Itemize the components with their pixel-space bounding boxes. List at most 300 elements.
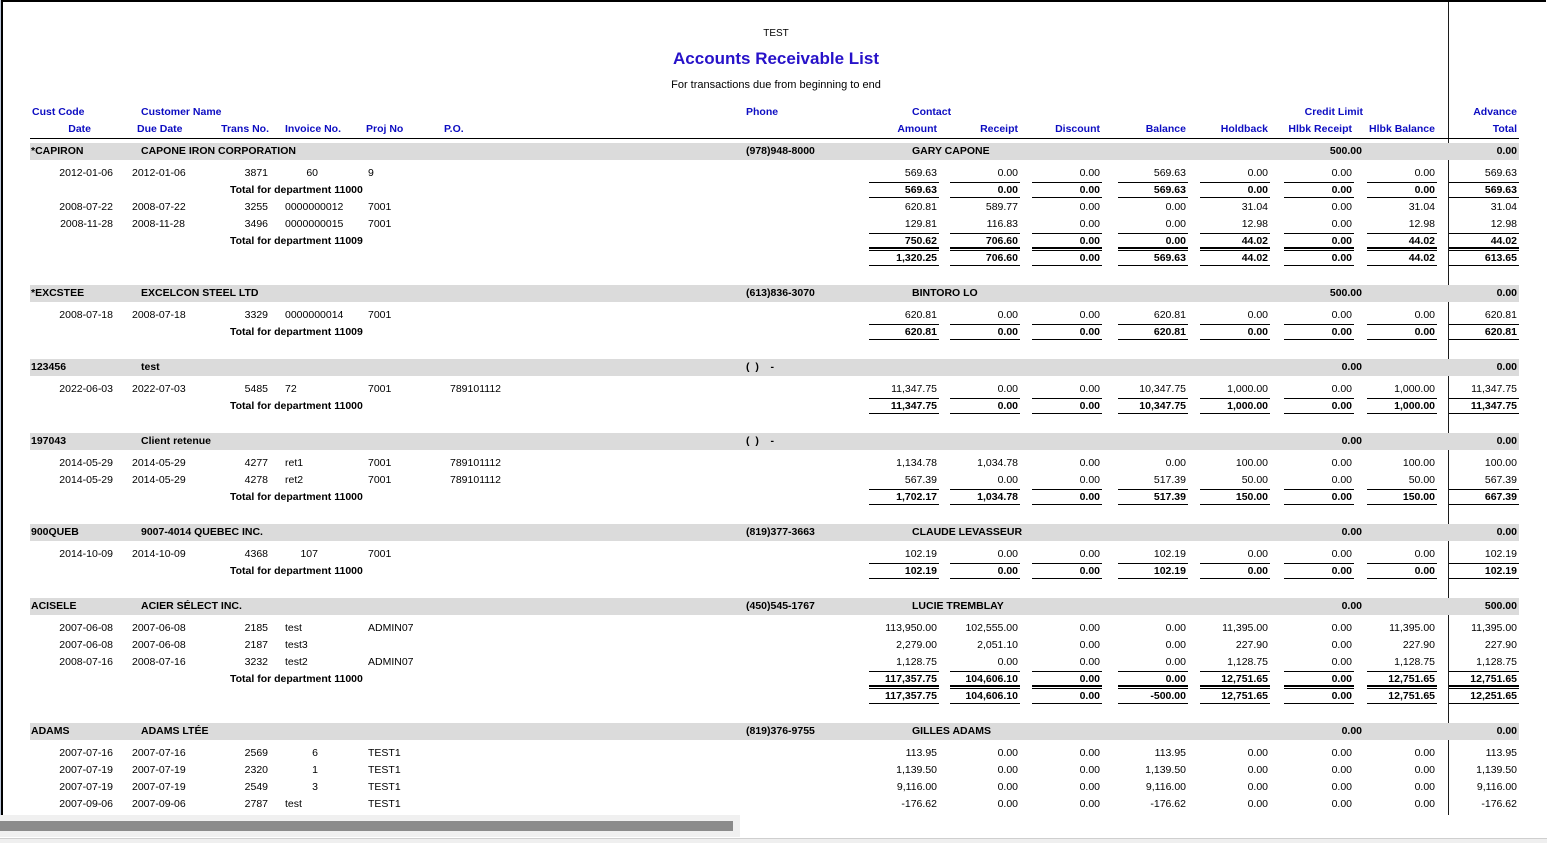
- cell-discount: 0.00: [1079, 457, 1100, 469]
- cell-trans-no: 2320: [244, 764, 268, 776]
- cell-amount: 113.95: [905, 747, 937, 759]
- grand-total-rule-bottom: [1449, 265, 1519, 266]
- grand-total-rule-top: [1200, 247, 1270, 248]
- cell-holdback: 0.00: [1247, 781, 1268, 793]
- cell-proj-no: 7001: [368, 474, 392, 486]
- cell-holdback: 0.00: [1247, 167, 1268, 179]
- total-cell-receipt: 0.00: [997, 400, 1018, 412]
- transaction-row: [0, 798, 1547, 811]
- grand-total-rule-top: [1200, 250, 1270, 251]
- cell-hlbk-balance: 0.00: [1414, 798, 1435, 810]
- cell-hlbk-balance: 0.00: [1414, 309, 1435, 321]
- customer-phone: (819)376-9755: [746, 725, 815, 737]
- cell-total: 100.00: [1484, 457, 1517, 469]
- customer-total-cell-total: 613.65: [1484, 252, 1517, 264]
- cell-discount: 0.00: [1079, 798, 1100, 810]
- customer-header-row: [30, 524, 1519, 541]
- cell-balance: 10,347.75: [1139, 383, 1186, 395]
- cell-due-date: 2014-10-09: [132, 548, 186, 560]
- total-rule-top: [1200, 563, 1270, 564]
- cell-holdback: 50.00: [1241, 474, 1268, 486]
- cell-date: 2014-05-29: [59, 474, 113, 486]
- cell-due-date: 2008-07-22: [132, 201, 186, 213]
- cell-date: 2022-06-03: [59, 383, 113, 395]
- total-rule-top: [1449, 563, 1519, 564]
- customer-advance: 0.00: [1496, 725, 1517, 737]
- cell-balance: 0.00: [1165, 218, 1186, 230]
- customer-total-row: [0, 252, 1547, 265]
- total-rule-bottom: [950, 339, 1020, 340]
- total-rule-bottom: [1367, 413, 1437, 414]
- total-rule-bottom: [1284, 504, 1354, 505]
- horizontal-scrollbar-thumb[interactable]: [0, 821, 733, 831]
- cell-amount: 567.39: [904, 474, 937, 486]
- customer-header-row: [30, 143, 1519, 160]
- total-rule-top: [950, 324, 1020, 325]
- page-title: Accounts Receivable List: [673, 49, 879, 68]
- total-rule-top: [1284, 233, 1354, 234]
- cell-amount: 569.63: [904, 167, 937, 179]
- total-rule-bottom: [1032, 578, 1102, 579]
- total-rule-top: [1200, 398, 1270, 399]
- total-rule-top: [1449, 398, 1519, 399]
- total-cell-holdback: 0.00: [1247, 565, 1268, 577]
- total-rule-top: [869, 398, 939, 399]
- cell-discount: 0.00: [1079, 309, 1100, 321]
- cell-trans-no: 4368: [244, 548, 268, 560]
- cell-balance: 9,116.00: [1145, 781, 1186, 793]
- cell-due-date: 2014-05-29: [132, 457, 186, 469]
- total-rule-bottom: [869, 248, 939, 249]
- cell-amount: 9,116.00: [896, 781, 937, 793]
- cell-hlbk-receipt: 0.00: [1331, 548, 1352, 560]
- col-header-discount: Discount: [1055, 123, 1100, 135]
- total-rule-bottom: [1200, 413, 1270, 414]
- cell-balance: 102.19: [1153, 548, 1186, 560]
- customer-header-row: [30, 359, 1519, 376]
- grand-total-rule-bottom: [1449, 703, 1519, 704]
- cell-hlbk-balance: 11,395.00: [1389, 622, 1435, 634]
- total-rule-top: [1449, 489, 1519, 490]
- total-cell-holdback: 0.00: [1247, 326, 1268, 338]
- total-rule-bottom: [869, 197, 939, 198]
- cell-due-date: 2008-07-18: [132, 309, 186, 321]
- cell-hlbk-receipt: 0.00: [1331, 764, 1352, 776]
- cell-hlbk-balance: 100.00: [1402, 457, 1435, 469]
- cell-date: 2007-06-08: [59, 622, 113, 634]
- grand-total-rule-top: [1032, 250, 1102, 251]
- total-rule-top: [1367, 398, 1437, 399]
- cell-due-date: 2007-07-19: [132, 781, 186, 793]
- total-rule-top: [1032, 398, 1102, 399]
- col-header-date: Date: [68, 123, 91, 135]
- cell-holdback: 0.00: [1247, 764, 1268, 776]
- total-cell-discount: 0.00: [1079, 235, 1100, 247]
- cell-hlbk-receipt: 0.00: [1331, 201, 1352, 213]
- cell-holdback: 11,395.00: [1222, 622, 1268, 634]
- cell-discount: 0.00: [1079, 781, 1100, 793]
- total-rule-top: [1284, 398, 1354, 399]
- cell-due-date: 2012-01-06: [132, 167, 186, 179]
- customer-advance: 0.00: [1496, 435, 1517, 447]
- grand-total-rule-top: [1449, 688, 1519, 689]
- department-total-label: Total for department 11000: [230, 673, 363, 685]
- total-rule-top: [1367, 182, 1437, 183]
- cell-amount: 2,279.00: [896, 639, 937, 651]
- grand-total-rule-bottom: [950, 703, 1020, 704]
- customer-advance: 0.00: [1496, 361, 1517, 373]
- cell-hlbk-balance: 1,000.00: [1394, 383, 1435, 395]
- total-cell-balance: 569.63: [1153, 184, 1186, 196]
- total-rule-top: [1367, 324, 1437, 325]
- customer-header-row: [30, 598, 1519, 615]
- grand-total-rule-top: [1367, 247, 1437, 248]
- cell-invoice-no: test2: [285, 656, 308, 668]
- col-header-hlbk-balance: Hlbk Balance: [1369, 123, 1435, 135]
- col-header-holdback: Holdback: [1220, 123, 1268, 135]
- department-total-label: Total for department 11009: [230, 235, 363, 247]
- customer-code: *CAPIRON: [31, 145, 84, 157]
- customer-contact: LUCIE TREMBLAY: [912, 600, 1004, 612]
- total-rule-top: [1118, 671, 1188, 672]
- cell-discount: 0.00: [1079, 218, 1100, 230]
- cell-amount: -176.62: [901, 798, 937, 810]
- cell-discount: 0.00: [1079, 201, 1100, 213]
- transaction-row: [0, 201, 1547, 214]
- total-rule-top: [1032, 233, 1102, 234]
- cell-amount: 620.81: [904, 309, 937, 321]
- department-total-label: Total for department 11009: [230, 326, 363, 338]
- grand-total-rule-bottom: [1367, 265, 1437, 266]
- cell-due-date: 2007-09-06: [132, 798, 186, 810]
- cell-trans-no: 4277: [244, 457, 268, 469]
- total-rule-bottom: [1367, 578, 1437, 579]
- cell-balance: 0.00: [1165, 457, 1186, 469]
- cell-hlbk-balance: 1,128.75: [1394, 656, 1435, 668]
- cell-date: 2008-07-16: [59, 656, 113, 668]
- total-cell-amount: 750.62: [904, 235, 937, 247]
- cell-due-date: 2008-11-28: [132, 218, 185, 230]
- cell-hlbk-receipt: 0.00: [1331, 167, 1352, 179]
- transaction-row: [0, 474, 1547, 487]
- cell-hlbk-balance: 0.00: [1414, 548, 1435, 560]
- grand-total-rule-top: [869, 688, 939, 689]
- total-cell-discount: 0.00: [1079, 491, 1100, 503]
- customer-code: *EXCSTEE: [31, 287, 85, 299]
- total-rule-top: [1032, 489, 1102, 490]
- cell-holdback: 0.00: [1247, 798, 1268, 810]
- cell-amount: 1,134.78: [896, 457, 937, 469]
- total-cell-receipt: 0.00: [997, 184, 1018, 196]
- cell-invoice-no: 0000000015: [285, 218, 344, 230]
- customer-credit-limit: 0.00: [1341, 435, 1362, 447]
- total-rule-top: [1118, 489, 1188, 490]
- cell-invoice-no: test3: [285, 639, 308, 651]
- cell-due-date: 2007-07-19: [132, 764, 186, 776]
- customer-total-cell-receipt: 706.60: [985, 252, 1018, 264]
- cell-proj-no: 7001: [368, 218, 392, 230]
- customer-name: CAPONE IRON CORPORATION: [141, 145, 296, 157]
- cell-total: 9,116.00: [1476, 781, 1517, 793]
- total-rule-top: [950, 182, 1020, 183]
- total-cell-hlbk-receipt: 0.00: [1331, 400, 1352, 412]
- cell-holdback: 31.04: [1241, 201, 1268, 213]
- customer-contact: GARY CAPONE: [912, 145, 990, 157]
- total-rule-bottom: [869, 686, 939, 687]
- grand-total-rule-top: [1032, 247, 1102, 248]
- cell-discount: 0.00: [1079, 747, 1100, 759]
- col-header-balance: Balance: [1145, 123, 1186, 135]
- total-rule-bottom: [1367, 504, 1437, 505]
- cell-balance: -176.62: [1150, 798, 1186, 810]
- total-rule-top: [869, 324, 939, 325]
- cell-date: 2014-05-29: [59, 457, 113, 469]
- cell-due-date: 2007-06-08: [132, 639, 186, 651]
- cell-due-date: 2007-07-16: [132, 747, 186, 759]
- total-rule-bottom: [950, 686, 1020, 687]
- transaction-row: [0, 781, 1547, 794]
- grand-total-rule-top: [950, 688, 1020, 689]
- customer-header-row: [30, 433, 1519, 450]
- total-rule-bottom: [1449, 686, 1519, 687]
- total-cell-amount: 620.81: [904, 326, 937, 338]
- department-total-row: [0, 326, 1547, 339]
- cell-holdback: 0.00: [1247, 747, 1268, 759]
- cell-discount: 0.00: [1079, 622, 1100, 634]
- total-rule-bottom: [1367, 339, 1437, 340]
- cell-amount: 1,139.50: [896, 764, 937, 776]
- grand-total-rule-top: [1032, 685, 1102, 686]
- total-rule-bottom: [1449, 413, 1519, 414]
- grand-total-rule-top: [1449, 250, 1519, 251]
- total-cell-receipt: 1,034.78: [977, 491, 1018, 503]
- customer-name: 9007-4014 QUEBEC INC.: [141, 526, 263, 538]
- cell-amount: 102.19: [904, 548, 937, 560]
- total-rule-top: [950, 233, 1020, 234]
- grand-total-rule-top: [1118, 250, 1188, 251]
- total-rule-top: [950, 398, 1020, 399]
- transaction-row: [0, 656, 1547, 669]
- total-cell-hlbk-receipt: 0.00: [1331, 673, 1352, 685]
- customer-header-row: [30, 285, 1519, 302]
- grand-total-rule-bottom: [950, 265, 1020, 266]
- grand-total-rule-top: [1449, 247, 1519, 248]
- total-rule-bottom: [950, 578, 1020, 579]
- total-rule-bottom: [1284, 413, 1354, 414]
- cell-date: 2007-06-08: [59, 639, 113, 651]
- cell-invoice-no: 6: [312, 747, 318, 759]
- header-underline: [30, 138, 1519, 139]
- cell-date: 2008-07-22: [59, 201, 113, 213]
- customer-code: ACISELE: [31, 600, 77, 612]
- col-header-advance: Advance: [1473, 106, 1517, 118]
- transaction-row: [0, 639, 1547, 652]
- customer-total-cell-holdback: 44.02: [1241, 252, 1268, 264]
- cell-proj-no: 7001: [368, 309, 392, 321]
- total-cell-discount: 0.00: [1079, 565, 1100, 577]
- cell-hlbk-receipt: 0.00: [1331, 457, 1352, 469]
- page-border-top: [1, 0, 1546, 2]
- total-cell-hlbk-balance: 12,751.65: [1388, 673, 1435, 685]
- cell-discount: 0.00: [1079, 764, 1100, 776]
- total-cell-receipt: 0.00: [997, 565, 1018, 577]
- customer-total-cell-balance: 569.63: [1153, 252, 1186, 264]
- total-rule-bottom: [1032, 197, 1102, 198]
- total-cell-total: 569.63: [1484, 184, 1517, 196]
- cell-total: 1,139.50: [1476, 764, 1517, 776]
- cell-total: 11,395.00: [1471, 622, 1517, 634]
- cell-receipt: 0.00: [997, 309, 1018, 321]
- grand-total-rule-bottom: [1200, 265, 1270, 266]
- cell-date: 2008-11-28: [60, 218, 113, 230]
- cell-total: 102.19: [1484, 548, 1517, 560]
- total-cell-receipt: 706.60: [985, 235, 1018, 247]
- cell-date: 2007-07-19: [59, 781, 113, 793]
- cell-amount: 1,128.75: [896, 656, 937, 668]
- transaction-row: [0, 622, 1547, 635]
- cell-receipt: 0.00: [997, 747, 1018, 759]
- customer-advance: 0.00: [1496, 287, 1517, 299]
- total-cell-total: 44.02: [1490, 235, 1517, 247]
- total-cell-hlbk-balance: 1,000.00: [1394, 400, 1435, 412]
- cell-date: 2007-07-19: [59, 764, 113, 776]
- grand-total-rule-top: [1449, 685, 1519, 686]
- cell-trans-no: 2787: [244, 798, 268, 810]
- grand-total-rule-top: [869, 685, 939, 686]
- total-cell-balance: 0.00: [1165, 673, 1186, 685]
- col-header-total: Total: [1492, 123, 1517, 135]
- cell-amount: 11,347.75: [891, 383, 937, 395]
- total-rule-bottom: [1032, 248, 1102, 249]
- total-rule-bottom: [1449, 578, 1519, 579]
- total-rule-top: [1284, 324, 1354, 325]
- total-cell-balance: 0.00: [1165, 235, 1186, 247]
- customer-total-row: [0, 690, 1547, 703]
- total-cell-amount: 11,347.75: [890, 400, 937, 412]
- total-rule-bottom: [1284, 248, 1354, 249]
- total-cell-hlbk-receipt: 0.00: [1331, 565, 1352, 577]
- total-rule-bottom: [950, 413, 1020, 414]
- cell-receipt: 0.00: [997, 383, 1018, 395]
- cell-receipt: 116.83: [986, 218, 1018, 230]
- col-header-cust-code: Cust Code: [32, 106, 85, 118]
- transaction-row: [0, 457, 1547, 470]
- cell-proj-no: 7001: [368, 548, 392, 560]
- total-rule-bottom: [1449, 248, 1519, 249]
- cell-date: 2008-07-18: [59, 309, 113, 321]
- customer-name: EXCELCON STEEL LTD: [141, 287, 259, 299]
- grand-total-rule-top: [1367, 688, 1437, 689]
- total-rule-top: [1118, 563, 1188, 564]
- col-header-due-date: Due Date: [137, 123, 183, 135]
- cell-holdback: 1,128.75: [1227, 656, 1268, 668]
- cell-hlbk-receipt: 0.00: [1331, 622, 1352, 634]
- customer-total-cell-hlbk-balance: 12,751.65: [1388, 690, 1435, 702]
- cell-proj-no: ADMIN07: [368, 656, 414, 668]
- total-rule-bottom: [1284, 339, 1354, 340]
- total-rule-bottom: [1284, 686, 1354, 687]
- grand-total-rule-top: [1284, 247, 1354, 248]
- cell-holdback: 1,000.00: [1227, 383, 1268, 395]
- transaction-row: [0, 167, 1547, 180]
- grand-total-rule-top: [1118, 685, 1188, 686]
- total-rule-top: [1449, 324, 1519, 325]
- col-header-amount: Amount: [897, 123, 937, 135]
- cell-po: 789101112: [450, 457, 501, 469]
- customer-total-cell-receipt: 104,606.10: [965, 690, 1018, 702]
- transaction-row: [0, 747, 1547, 760]
- total-rule-bottom: [1200, 686, 1270, 687]
- total-rule-top: [869, 489, 939, 490]
- col-header-po: P.O.: [444, 123, 464, 135]
- customer-total-cell-total: 12,251.65: [1470, 690, 1517, 702]
- total-rule-bottom: [1200, 339, 1270, 340]
- grand-total-rule-top: [1200, 688, 1270, 689]
- grand-total-rule-top: [1200, 685, 1270, 686]
- transaction-row: [0, 764, 1547, 777]
- cell-receipt: 2,051.10: [977, 639, 1018, 651]
- cell-hlbk-balance: 31.04: [1408, 201, 1435, 213]
- cell-date: 2014-10-09: [59, 548, 113, 560]
- cell-date: 2012-01-06: [59, 167, 113, 179]
- total-rule-bottom: [1284, 578, 1354, 579]
- customer-contact: GILLES ADAMS: [912, 725, 991, 737]
- cell-due-date: 2022-07-03: [132, 383, 186, 395]
- department-total-row: [0, 565, 1547, 578]
- total-rule-top: [1284, 489, 1354, 490]
- cell-proj-no: TEST1: [368, 764, 401, 776]
- cell-discount: 0.00: [1079, 639, 1100, 651]
- customer-name: Client retenue: [141, 435, 212, 447]
- cell-hlbk-receipt: 0.00: [1331, 639, 1352, 651]
- customer-total-cell-amount: 117,357.75: [885, 690, 937, 702]
- grand-total-rule-bottom: [1032, 265, 1102, 266]
- customer-advance: 500.00: [1484, 600, 1517, 612]
- grand-total-rule-top: [950, 685, 1020, 686]
- cell-po: 789101112: [450, 474, 501, 486]
- total-rule-bottom: [950, 504, 1020, 505]
- total-rule-bottom: [1032, 504, 1102, 505]
- grand-total-rule-bottom: [1200, 703, 1270, 704]
- total-rule-top: [1200, 182, 1270, 183]
- total-rule-top: [1118, 233, 1188, 234]
- total-rule-top: [1449, 233, 1519, 234]
- total-cell-hlbk-balance: 44.02: [1408, 235, 1435, 247]
- horizontal-scrollbar-track[interactable]: [0, 815, 740, 837]
- cell-hlbk-balance: 227.90: [1402, 639, 1435, 651]
- transaction-row: [0, 309, 1547, 322]
- total-cell-total: 11,347.75: [1470, 400, 1517, 412]
- cell-discount: 0.00: [1079, 474, 1100, 486]
- customer-total-cell-hlbk-balance: 44.02: [1408, 252, 1435, 264]
- cell-trans-no: 3871: [244, 167, 268, 179]
- cell-hlbk-balance: 0.00: [1414, 167, 1435, 179]
- cell-invoice-no: 0000000014: [285, 309, 344, 321]
- cell-balance: 1,139.50: [1145, 764, 1186, 776]
- total-rule-bottom: [1284, 197, 1354, 198]
- cell-total: 569.63: [1484, 167, 1517, 179]
- customer-credit-limit: 500.00: [1329, 287, 1362, 299]
- cell-trans-no: 2187: [244, 639, 268, 651]
- cell-hlbk-receipt: 0.00: [1331, 747, 1352, 759]
- grand-total-rule-bottom: [1032, 703, 1102, 704]
- cell-trans-no: 4278: [244, 474, 268, 486]
- customer-code: 197043: [31, 435, 67, 447]
- customer-code: 900QUEB: [31, 526, 79, 538]
- total-rule-top: [1284, 182, 1354, 183]
- grand-total-rule-top: [1367, 250, 1437, 251]
- col-header-hlbk-receipt: Hlbk Receipt: [1288, 123, 1352, 135]
